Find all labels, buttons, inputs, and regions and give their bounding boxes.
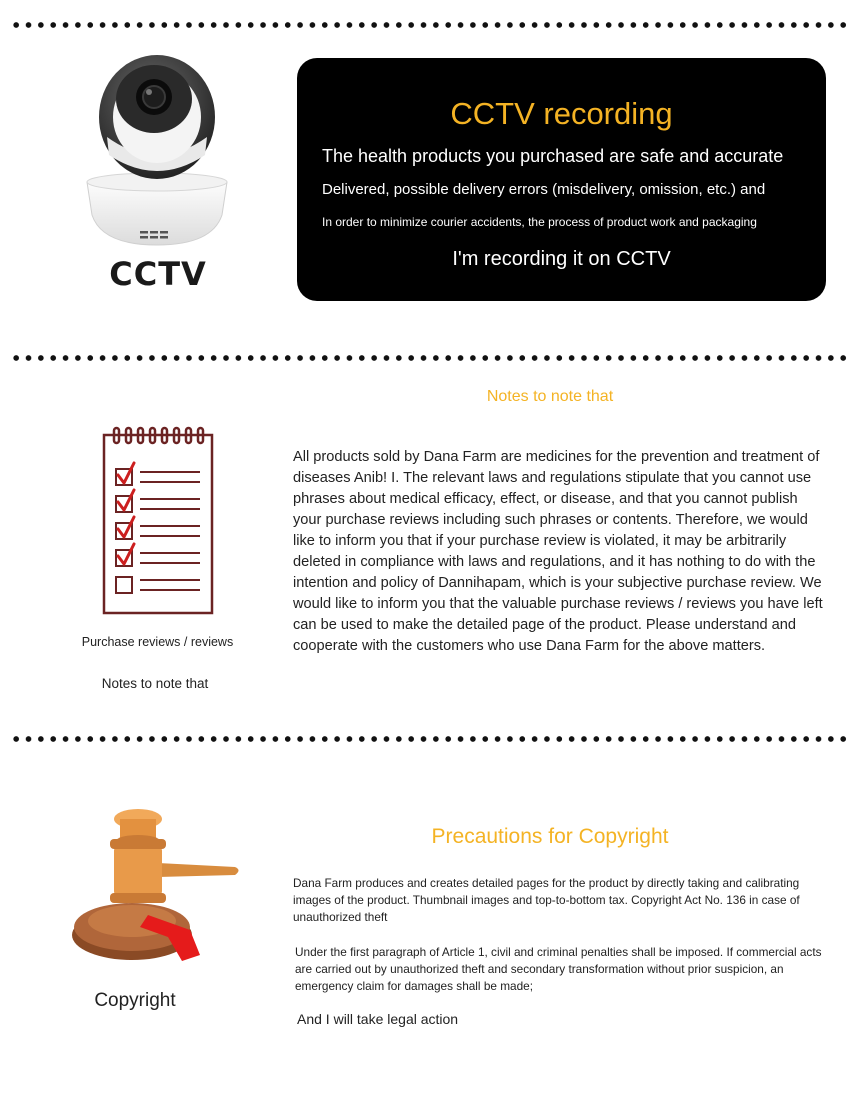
cctv-camera-icon	[82, 55, 232, 250]
copyright-title: Precautions for Copyright	[431, 825, 669, 848]
copyright-paragraph-3: And I will take legal action	[297, 1011, 459, 1027]
notes-body-text: All products sold by Dana Farm are medicines for the prevention and treatment of diseases Anib! I. The relevant laws and regulations stipulate that you cannot use phrases about medical efficacy, effect, or disease, and that you cannot publish your purchase reviews including such phrases or contents. Therefore, we would like to inform you that if your purchase review is violated, it may be arbitrarily deleted in compliance with laws and regulations, and it has nothing to do with the intention and policy of Dannihapam, which is your subjective purchase review. We would like to inform you that the valuable purchase reviews / reviews you have left can be used to make the detailed page of the product. Please understand and cooperate with the customers who use Dana Farm for the above matters.	[293, 449, 823, 654]
cctv-text-line-4: I'm recording it on CCTV	[452, 248, 671, 270]
copyright-paragraph-2: Under the first paragraph of Article 1, civil and criminal penalties shall be imposed. If commercial acts are carried out by unauthorized theft and secondary transformation without prior suspicion, an emergency claim for damages shall be made;	[295, 945, 822, 993]
notes-title: Notes to note that	[486, 388, 614, 405]
dotted-divider-top	[10, 21, 850, 29]
checklist-notepad-icon	[100, 425, 218, 617]
cctv-info-box	[297, 58, 826, 301]
cctv-label: CCTV	[109, 255, 207, 293]
cctv-text-line-2: Delivered, possible delivery errors (misdelivery, omission, etc.) and	[322, 181, 766, 198]
dotted-divider-middle	[10, 354, 850, 362]
cctv-text-line-3: In order to minimize courier accidents, the process of product work and packaging	[322, 215, 757, 229]
dotted-divider-lower	[10, 735, 850, 743]
copyright-icon-label: Copyright	[94, 990, 176, 1011]
cctv-title: CCTV recording	[450, 96, 673, 131]
cctv-text-line-1: The health products you purchased are safe and accurate	[322, 146, 784, 166]
gavel-icon	[70, 805, 248, 965]
notes-icon-label: Notes to note that	[101, 676, 209, 691]
purchase-reviews-label: Purchase reviews / reviews	[81, 635, 234, 649]
copyright-paragraph-1: Dana Farm produces and creates detailed pages for the product by directly taking and calibrating images of the product. Thumbnail images and top-to-bottom tax. Copyright Act No. 136 in case of unauthorized theft	[293, 876, 800, 924]
